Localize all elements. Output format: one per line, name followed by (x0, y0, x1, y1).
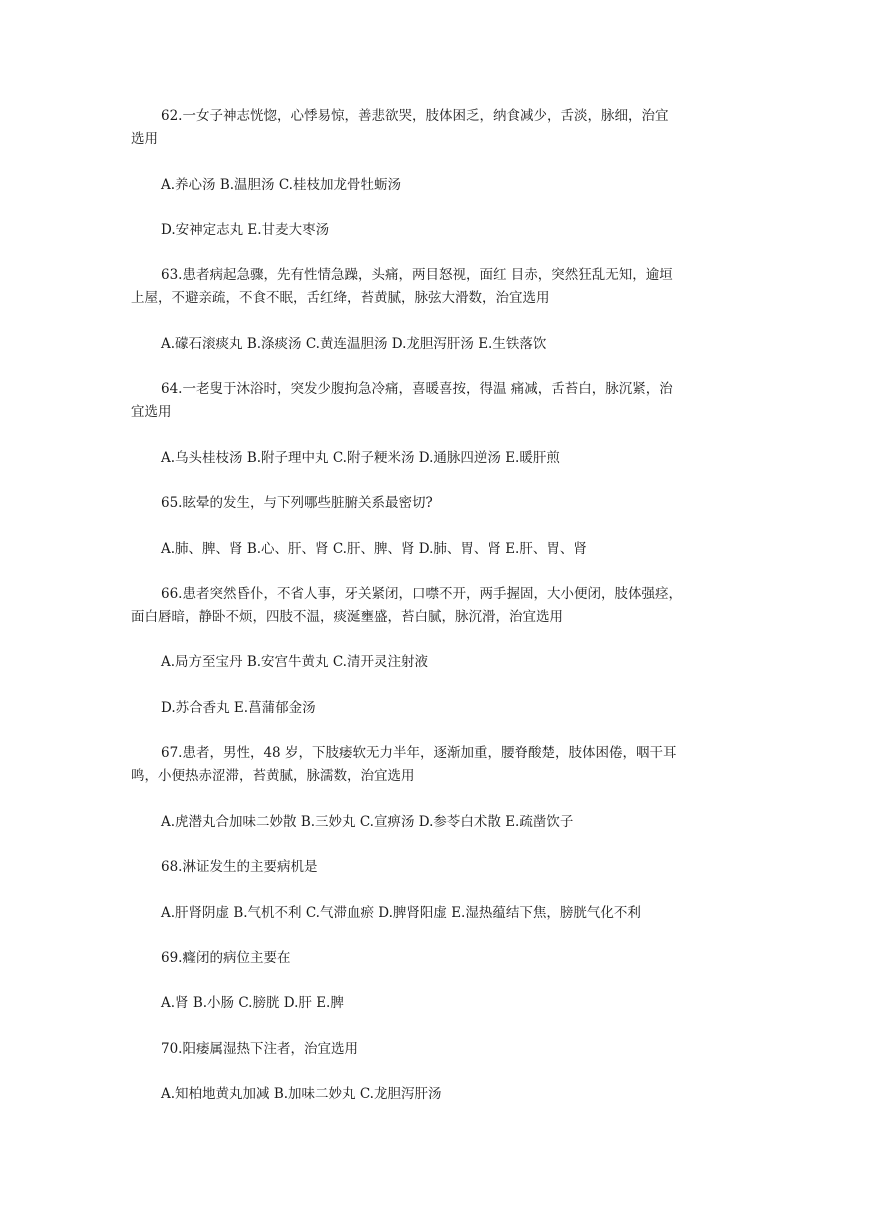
question-67-options-line-1: A.虎潜丸合加味二妙散 B.三妙丸 C.宣痹汤 D.参苓白术散 E.疏凿饮子 (161, 814, 574, 830)
question-70-options-line-1: A.知柏地黄丸加减 B.加味二妙丸 C.龙胆泻肝汤 (161, 1086, 442, 1102)
question-69-options-line-1: A.肾 B.小肠 C.膀胱 D.肝 E.脾 (161, 995, 344, 1011)
question-64-stem-line-1: 64.一老叟于沐浴时，突发少腹拘急冷痛，喜暖喜按，得温 痛减，舌苔白，脉沉紧，治 (161, 381, 673, 397)
question-62-stem-line-1: 62.一女子神志恍惚，心悸易惊，善悲欲哭，肢体困乏，纳食减少，舌淡，脉细，治宜 (161, 108, 669, 124)
question-64-options-line-1: A.乌头桂枝汤 B.附子理中丸 C.附子粳米汤 D.通脉四逆汤 E.暖肝煎 (161, 450, 560, 466)
question-70-stem-line-1: 70.阳痿属湿热下注者，治宜选用 (161, 1041, 358, 1057)
question-62-stem-line-2: 选用 (131, 131, 158, 147)
question-62-options-line-1: A.养心汤 B.温胆汤 C.桂枝加龙骨牡蛎汤 (161, 177, 401, 193)
question-68-stem-line-1: 68.淋证发生的主要病机是 (161, 859, 318, 875)
question-67-stem-line-2: 鸣，小便热赤涩滞，苔黄腻，脉濡数，治宜选用 (131, 768, 415, 784)
question-63-stem-line-1: 63.患者病起急骤，先有性情急躁，头痛，两目怒视，面红 目赤，突然狂乱无知，逾垣 (161, 267, 673, 283)
question-66-options-line-2: D.苏合香丸 E.菖蒲郁金汤 (161, 700, 316, 716)
question-65-stem-line-1: 65.眩晕的发生，与下列哪些脏腑关系最密切? (161, 495, 433, 511)
question-66-stem-line-1: 66.患者突然昏仆，不省人事，牙关紧闭，口噤不开，两手握固，大小便闭，肢体强痉， (161, 586, 682, 602)
question-68-options-line-1: A.肝肾阴虚 B.气机不利 C.气滞血瘀 D.脾肾阳虚 E.湿热蕴结下焦，膀胱气化不利 (161, 905, 641, 921)
question-67-stem-line-1: 67.患者，男性，48 岁，下肢痿软无力半年，逐渐加重，腰脊酸楚，肢体困倦，咽干耳 (161, 745, 677, 761)
question-63-stem-line-2: 上屋，不避亲疏，不食不眠，舌红绛，苔黄腻，脉弦大滑数，治宜选用 (131, 290, 550, 306)
question-62-options-line-2: D.安神定志丸 E.甘麦大枣汤 (161, 222, 330, 238)
question-66-options-line-1: A.局方至宝丹 B.安宫牛黄丸 C.清开灵注射液 (161, 654, 428, 670)
question-66-stem-line-2: 面白唇暗，静卧不烦，四肢不温，痰涎壅盛，苔白腻，脉沉滑，治宜选用 (131, 609, 563, 625)
question-69-stem-line-1: 69.癃闭的病位主要在 (161, 950, 291, 966)
question-65-options-line-1: A.肺、脾、肾 B.心、肝、肾 C.肝、脾、肾 D.肺、胃、肾 E.肝、胃、肾 (161, 541, 587, 557)
question-64-stem-line-2: 宜选用 (131, 404, 172, 420)
question-63-options-line-1: A.礞石滚痰丸 B.涤痰汤 C.黄连温胆汤 D.龙胆泻肝汤 E.生铁落饮 (161, 336, 547, 352)
